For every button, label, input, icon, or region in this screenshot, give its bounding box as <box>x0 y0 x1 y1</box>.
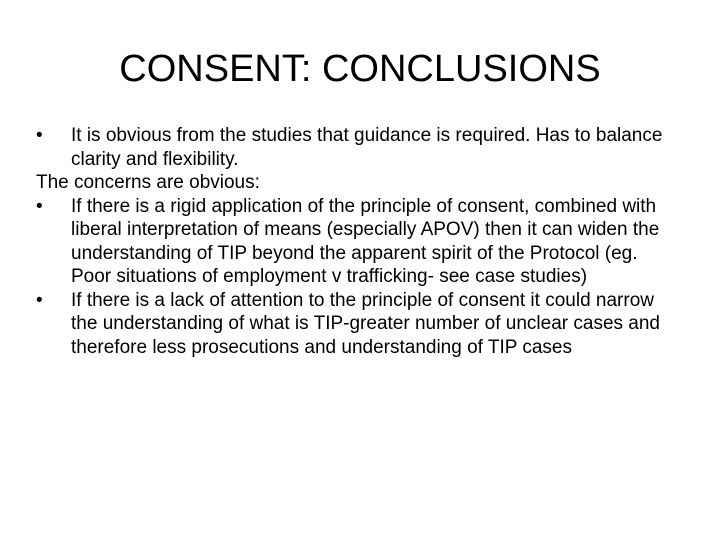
bullet-item <box>36 195 676 289</box>
bullet-icon: • <box>36 125 43 146</box>
bullet-item <box>36 289 676 360</box>
bullet-icon: • <box>36 195 43 217</box>
bullet-item <box>36 124 676 171</box>
slide-title: CONSENT: CONCLUSIONS <box>119 48 601 90</box>
bullet-icon: • <box>36 289 43 311</box>
bullet-text: If there is a rigid application of the principle of consent, combined with liberal interpretation of means (especially APOV) then it can widen the understanding of TIP beyond the apparent spirit of the Protocol (eg. Poor situations of employment v trafficking- see case studies) <box>71 195 660 287</box>
body-line <box>36 171 676 195</box>
bullet-text: It is obvious from the studies that guidance is required. Has to balance clarity and flexibility. <box>71 125 663 170</box>
bullet-text: If there is a lack of attention to the principle of consent it could narrow the understanding of what is TIP-greater number of unclear cases and therefore less prosecutions and understanding of TIP cases <box>71 289 660 358</box>
body-text: The concerns are obvious: <box>36 172 260 193</box>
slide-body <box>36 124 676 359</box>
